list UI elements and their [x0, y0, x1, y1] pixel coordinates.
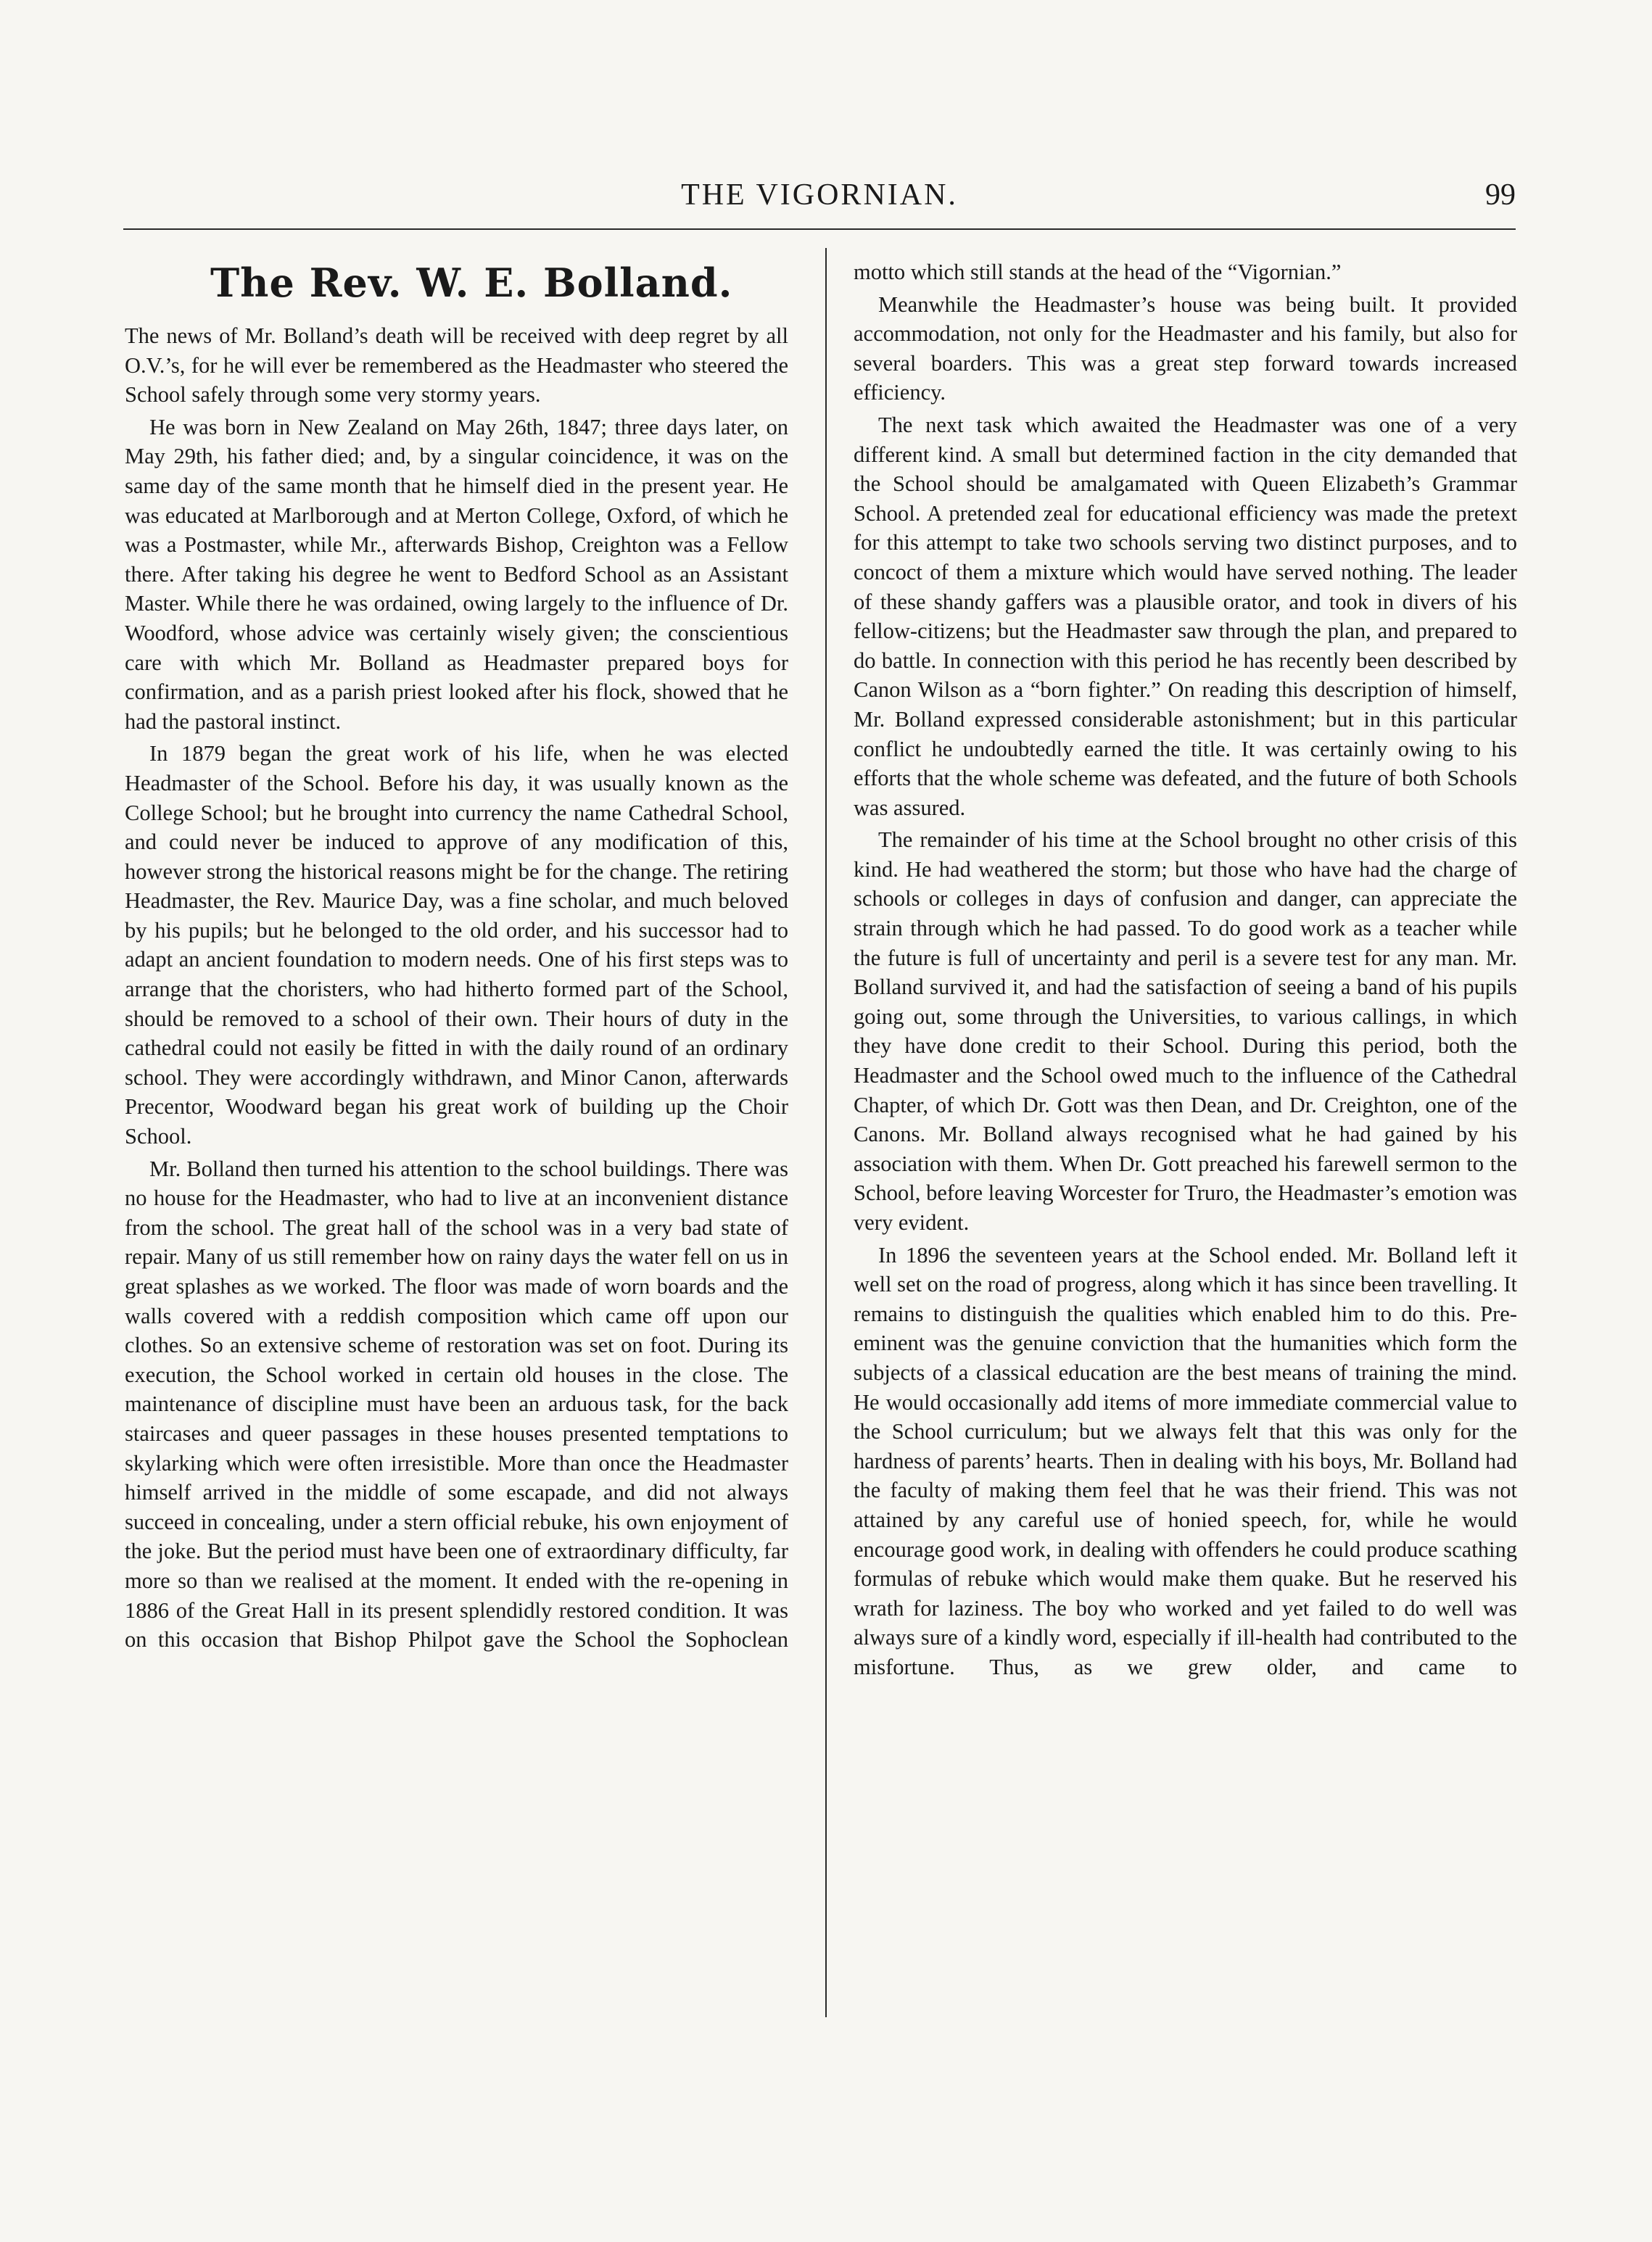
left-column: [125, 257, 788, 1658]
column-divider: [825, 248, 827, 2017]
header-rule: [123, 228, 1516, 230]
paragraph: The next task which awaited the Headmaster was one of a very different kind. A small but determined faction in the city demanded that the School should be amalgamated with Queen Elizabeth’s Grammar School. A pretended zeal for educational efficiency was made the pretext for this attempt to take two schools serving two distinct purposes, and to concoct of them a mixture which would have served nothing. The leader of these shandy gaffers was a plausible orator, and took in divers of his fellow-citizens; but the Headmaster saw through the plan, and prepared to do battle. In connection with this period he has recently been described by Canon Wilson as a “born fighter.” On reading this description of himself, Mr. Bolland expressed considerable astonishment; but in this particular conflict he undoubtedly earned the title. It was certainly owing to his efforts that the whole scheme was defeated, and the future of both Schools was assured.: [854, 412, 1517, 820]
paragraph: The news of Mr. Bolland’s death will be received with deep regret by all O.V.’s, for he will ever be remembered as the Headmaster who steered the School safely through some very stormy years.: [125, 323, 788, 408]
paragraph: Meanwhile the Headmaster’s house was being built. It provided accommodation, not only for the Headmaster and his family, but also for several boarders. This was a great step forward towards increased efficiency.: [854, 291, 1517, 405]
paragraph: In 1879 began the great work of his life, when he was elected Headmaster of the School. Before his day, it was usually known as the College School; but he brought into currency the name Cathedral School, and could never be induced to approve of any modification of this, however strong the historical reasons might be for the change. The retiring Headmaster, the Rev. Maurice Day, was a fine scholar, and much beloved by his pupils; but he belonged to the old order, and his successor had to adapt an ancient foundation to modern needs. One of his first steps was to arrange that the choristers, who had hitherto formed part of the School, should be removed to a school of their own. Their hours of duty in the cathedral could not easily be fitted in with the daily round of an ordinary school. They were accordingly withdrawn, and Minor Canon, afterwards Precentor, Woodward began his great work of building up the Choir School.: [125, 741, 788, 1149]
paragraph: In 1896 the seventeen years at the School ended. Mr. Bolland left it well set on the road of progress, along which it has since been travelling. It remains to distinguish the qualities which enabled him to do this. Preeminent was the genuine conviction that the humanities which form the subjects of a classical education are the best means of training the mind. He would occasionally add items of more immediate commercial value to the School curriculum; but we always felt that this was only for the hardness of parents’ hearts. Then in dealing with his boys, Mr. Bolland had the faculty of making them feel that he was their friend. This was not attained by any careful use of honied speech, for, while he would encourage good work, in dealing with offenders he could produce scathing formulas of rebuke which would make them quake. But he reserved his wrath for laziness. The boy who worked and yet failed to do well was always sure of a kindly word, especially if ill-health had contributed to the misfortune. Thus, as we grew older, and came to: [854, 1242, 1517, 1679]
right-column: [854, 257, 1517, 1685]
page-number: 99: [1485, 178, 1516, 212]
paragraph: Mr. Bolland then turned his attention to the school buildings. There was no house for the Headmaster, who had to live at an inconvenient distance from the school. The great hall of the school was in a very bad state of repair. Many of us still remember how on rainy days the water fell on us in great splashes as we worked. The floor was made of worn boards and the walls covered with a reddish composition which came off upon our clothes. So an extensive scheme of restoration was set on foot. During its execution, the School worked in certain old houses in the close. The maintenance of discipline must have been an arduous task, for the back staircases and queer passages in these houses presented temptations to skylarking which were often irresistible. More than once the Headmaster himself arrived in the middle of some escapade, and did not always succeed in concealing, under a stern official rebuke, his own enjoyment of the joke. But the period must have been one of extraordinary difficulty, far more so than we realised at the moment. It ended with the re-opening in 1886 of the Great Hall in its present splendidly restored condition. It was on this occasion that Bishop Philpot gave the School the Sophoclean: [125, 1156, 788, 1652]
paragraph: The remainder of his time at the School brought no other crisis of this kind. He had weathered the storm; but those who have had the charge of schools or colleges in days of confusion and danger, can appreciate the strain through which he had passed. To do good work as a teacher while the future is full of uncertainty and peril is a severe test for any man. Mr. Bolland survived it, and had the satisfaction of seeing a band of his pupils going out, some through the Universities, to various callings, in which they have done credit to their School. During this period, both the Headmaster and the School owed much to the influence of the Cathedral Chapter, of which Dr. Gott was then Dean, and Dr. Creighton, one of the Canons. Mr. Bolland always recognised what he had gained by his association with them. When Dr. Gott preached his farewell sermon to the School, before leaving Worcester for Truro, the Headmaster’s emotion was very evident.: [854, 827, 1517, 1235]
running-head: [123, 178, 1516, 228]
article-title: The Rev. W. E. Bolland.: [210, 260, 733, 306]
paragraph: He was born in New Zealand on May 26th, 1847; three days later, on May 29th, his father died; and, by a singular coincidence, it was on the same day of the same month that he himself died in the present year. He was educated at Marlborough and at Merton College, Oxford, of which he was a Postmaster, while Mr., afterwards Bishop, Creighton was a Fellow there. After taking his degree he went to Bedford School as an Assistant Master. While there he was ordained, owing largely to the influence of Dr. Woodford, whose advice was certainly wisely given; the conscientious care with which Mr. Bolland as Headmaster prepared boys for confirmation, and as a parish priest looked after his flock, showed that he had the pastoral instinct.: [125, 414, 788, 734]
journal-title: THE VIGORNIAN.: [681, 178, 958, 212]
paragraph: motto which still stands at the head of the “Vigornian.”: [854, 260, 1342, 284]
